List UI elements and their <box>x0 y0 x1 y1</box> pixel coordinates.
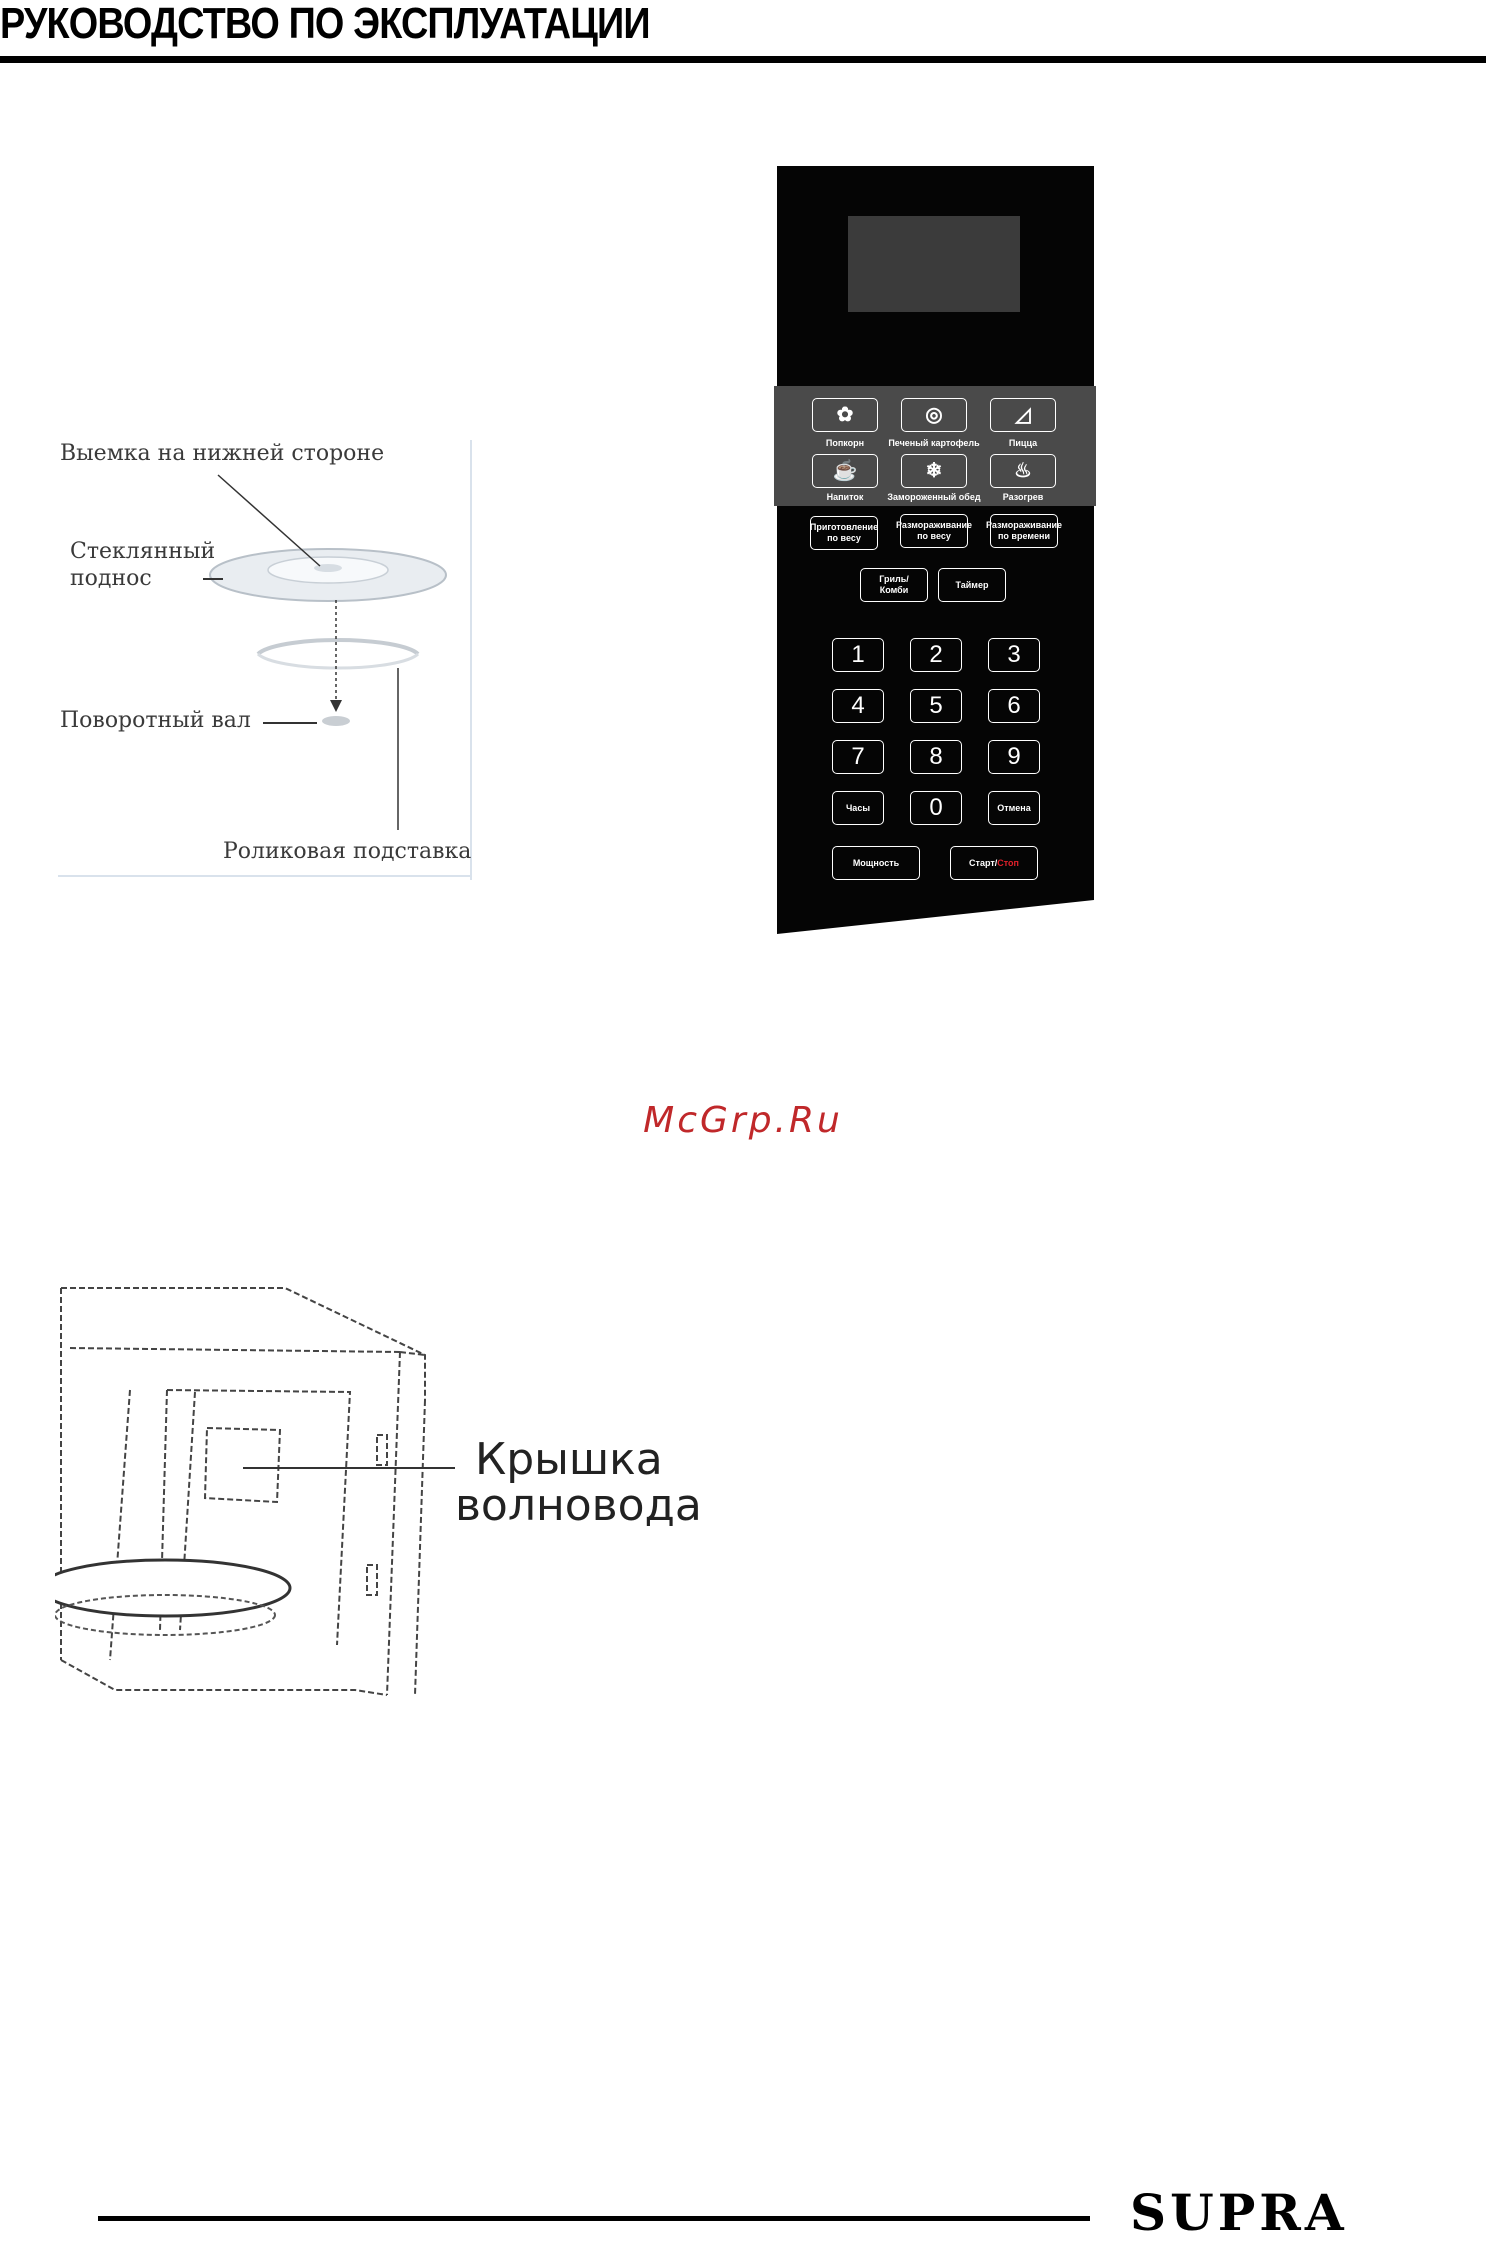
time-defrost-line1: Размораживание <box>985 520 1063 531</box>
time-defrost-line2: по времени <box>998 531 1050 541</box>
pizza-label: Пицца <box>1008 438 1038 448</box>
popcorn-icon: ✿ <box>836 404 854 426</box>
key-8[interactable]: 8 <box>910 740 962 774</box>
start-stop-button[interactable] <box>950 846 1038 880</box>
label-glass-tray-line1: Стеклянный <box>70 539 216 564</box>
cancel-button[interactable]: Отмена <box>988 791 1040 825</box>
waveguide-label-line2: волновода <box>455 1480 702 1532</box>
weight-defrost-button[interactable] <box>895 514 973 548</box>
turntable-illustration <box>58 440 476 880</box>
turntable-figure <box>58 440 476 880</box>
key-7[interactable]: 7 <box>832 740 884 774</box>
pizza-button[interactable] <box>990 398 1056 432</box>
stop-label: Стоп <box>997 857 1019 868</box>
frozen-dinner-icon: ❄ <box>925 460 943 482</box>
frozen-dinner-button[interactable] <box>901 454 967 488</box>
watermark: McGrp.Ru <box>643 1100 843 1141</box>
key-9[interactable]: 9 <box>988 740 1040 774</box>
key-0[interactable]: 0 <box>910 791 962 825</box>
power-button[interactable]: Мощность <box>832 846 920 880</box>
display-screen <box>848 216 1020 312</box>
key-2[interactable]: 2 <box>910 638 962 672</box>
weight-cook-line2: по весу <box>827 533 861 543</box>
pizza-icon: ◿ <box>1015 404 1031 426</box>
waveguide-figure <box>55 1280 715 1710</box>
label-notch: Выемка на нижней стороне <box>60 441 385 466</box>
grill-line1: Гриль/ <box>879 574 909 585</box>
waveguide-label-line1: Крышка <box>475 1434 663 1485</box>
key-6[interactable]: 6 <box>988 689 1040 723</box>
label-roller: Роликовая подставка <box>223 839 472 864</box>
time-defrost-button[interactable] <box>985 514 1063 548</box>
grill-combi-button[interactable] <box>860 568 928 602</box>
potato-icon: ◎ <box>925 404 943 426</box>
cup-icon: ☕ <box>832 460 858 482</box>
drink-label: Напиток <box>826 492 864 502</box>
header-rule <box>0 56 1486 63</box>
footer-rule <box>98 2216 1090 2221</box>
page-title: РУКОВОДСТВО ПО ЭКСПЛУАТАЦИИ <box>0 0 650 48</box>
reheat-icon: ♨ <box>1014 460 1032 482</box>
frozen-dinner-label: Замороженный обед <box>887 492 981 502</box>
clock-button[interactable]: Часы <box>832 791 884 825</box>
baked-potato-button[interactable] <box>901 398 967 432</box>
key-4[interactable]: 4 <box>832 689 884 723</box>
timer-button[interactable] <box>938 568 1006 602</box>
reheat-button[interactable] <box>990 454 1056 488</box>
start-label: Старт/ <box>969 857 998 868</box>
drink-button[interactable] <box>812 454 878 488</box>
key-3[interactable]: 3 <box>988 638 1040 672</box>
reheat-label: Разогрев <box>1002 492 1044 502</box>
weight-defrost-line1: Размораживание <box>895 520 973 531</box>
baked-potato-label: Печеный картофель <box>888 438 980 448</box>
label-shaft: Поворотный вал <box>60 708 251 733</box>
popcorn-button[interactable] <box>812 398 878 432</box>
label-glass-tray-line2: поднос <box>70 566 152 591</box>
brand-logo: SUPRA <box>1130 2183 1348 2242</box>
timer-label: Таймер <box>955 579 989 590</box>
key-1[interactable]: 1 <box>832 638 884 672</box>
popcorn-label: Попкорн <box>825 438 865 448</box>
control-panel <box>774 164 1096 936</box>
weight-cook-button[interactable] <box>810 516 878 550</box>
key-5[interactable]: 5 <box>910 689 962 723</box>
weight-defrost-line2: по весу <box>917 531 951 541</box>
weight-cook-line1: Приготовление <box>809 522 879 533</box>
waveguide-cover-label <box>455 1434 775 1532</box>
grill-line2: Комби <box>879 585 909 595</box>
